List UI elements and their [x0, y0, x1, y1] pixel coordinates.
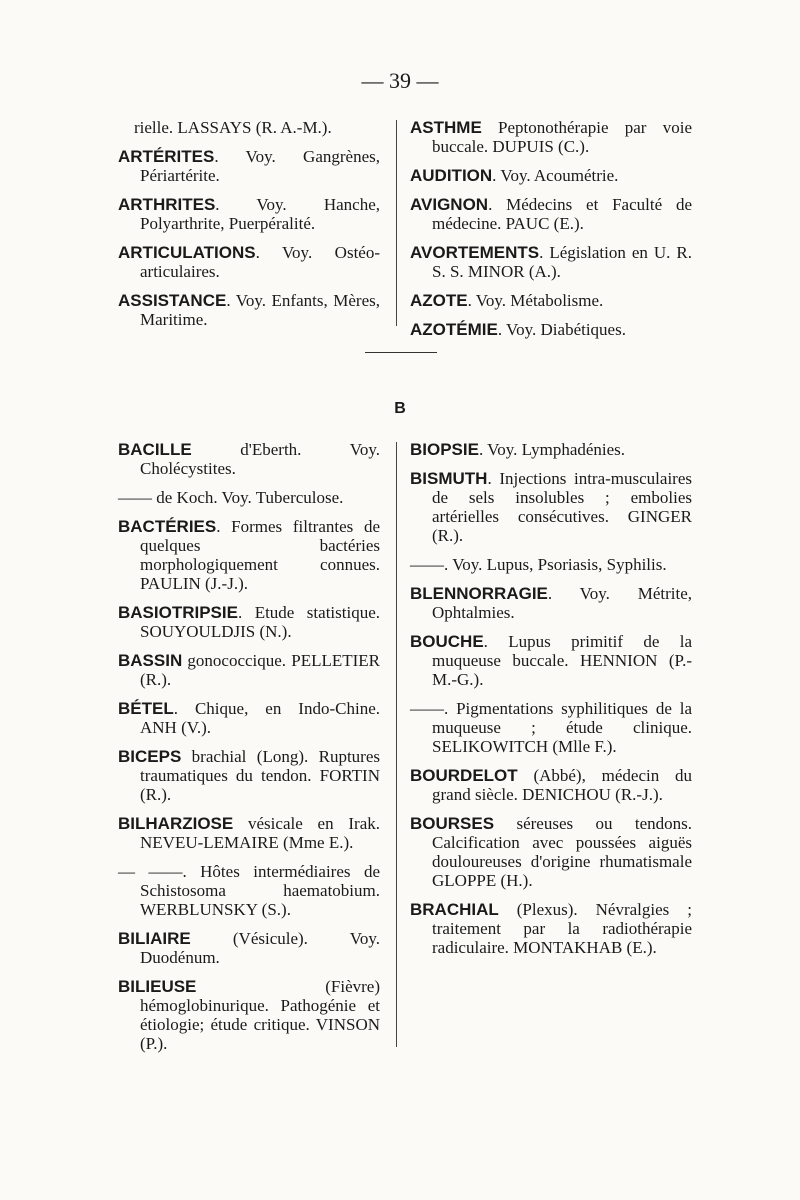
index-entry: BACTÉRIES. Formes filtrantes de quelques bactéries morphologiquement connues. PAULIN (J.-J.).: [118, 517, 380, 593]
column-left: [118, 440, 380, 1063]
column-divider: [396, 442, 397, 1047]
index-entry: BOUCHE. Lupus primitif de la muqueuse buccale. HENNION (P.-M.-G.).: [410, 632, 692, 689]
index-entry: BRACHIAL (Plexus). Névralgies ; traitement par la radiothérapie radiculaire. MONTAKHAB (E.).: [410, 900, 692, 957]
index-entry: AZOTÉMIE. Voy. Diabétiques.: [410, 320, 626, 339]
column-right: [410, 440, 692, 967]
column-divider: [396, 120, 397, 326]
index-entry: — ——. Hôtes intermédiaires de Schistosoma haematobium. WERBLUNSKY (S.).: [118, 862, 380, 919]
index-entry: AZOTE. Voy. Métabolisme.: [410, 291, 604, 310]
index-entry: BILIAIRE (Vésicule). Voy. Duodénum.: [118, 929, 380, 967]
section-letter: B: [394, 400, 406, 417]
index-entry: BISMUTH. Injections intra-musculaires de sels insolubles ; embolies artérielles consécutives. GINGER (R.).: [410, 469, 692, 545]
index-entry: BASIOTRIPSIE. Etude statistique. SOUYOULDJIS (N.).: [118, 603, 380, 641]
index-entry: ASSISTANCE. Voy. Enfants, Mères, Maritime.: [118, 291, 380, 329]
index-entry: BIOPSIE. Voy. Lymphadénies.: [410, 440, 626, 459]
index-entry: BÉTEL. Chique, en Indo-Chine. ANH (V.).: [118, 699, 380, 737]
index-entry: BOURSES séreuses ou tendons. Calcification avec poussées aiguës douloureuses d'origine rhumatismale GLOPPE (H.).: [410, 814, 692, 890]
column-right: [410, 118, 692, 349]
index-entry: BOURDELOT (Abbé), médecin du grand siècle. DENICHOU (R.-J.).: [410, 766, 692, 804]
index-entry: AVORTEMENTS. Législation en U. R. S. S. MINOR (A.).: [410, 243, 692, 281]
index-entry: BICEPS brachial (Long). Ruptures traumatiques du tendon. FORTIN (R.).: [118, 747, 380, 804]
section-b: [118, 440, 692, 1060]
section-divider: [365, 352, 437, 353]
index-entry: AVIGNON. Médecins et Faculté de médecine. PAUC (E.).: [410, 195, 692, 233]
index-entry: ASTHME Peptonothérapie par voie buccale. DUPUIS (C.).: [410, 118, 692, 156]
index-entry: rielle. LASSAYS (R. A.-M.).: [134, 118, 332, 137]
index-entry: ARTICULATIONS. Voy. Ostéo-articulaires.: [118, 243, 380, 281]
index-entry: ——. Pigmentations syphilitiques de la muqueuse ; étude clinique. SELIKOWITCH (Mlle F.).: [410, 699, 692, 756]
index-entry: BILHARZIOSE vésicale en Irak. NEVEU-LEMAIRE (Mme E.).: [118, 814, 380, 852]
index-entry: ARTÉRITES. Voy. Gangrènes, Périartérite.: [118, 147, 380, 185]
index-entry: —— de Koch. Voy. Tuberculose.: [118, 488, 344, 507]
index-entry: BACILLE d'Eberth. Voy. Cholécystites.: [118, 440, 380, 478]
index-entry: AUDITION. Voy. Acoumétrie.: [410, 166, 619, 185]
page-number: — 39 —: [361, 68, 439, 93]
index-entry: ARTHRITES. Voy. Hanche, Polyarthrite, Puerpéralité.: [118, 195, 380, 233]
index-entry: ——. Voy. Lupus, Psoriasis, Syphilis.: [410, 555, 667, 574]
section-a: [118, 118, 692, 339]
index-entry: BASSIN gonococcique. PELLETIER (R.).: [118, 651, 380, 689]
index-entry: BILIEUSE (Fièvre) hémoglobinurique. Pathogénie et étiologie; étude critique. VINSON (P.).: [118, 977, 380, 1053]
column-left: [118, 118, 380, 339]
index-entry: BLENNORRAGIE. Voy. Métrite, Ophtalmies.: [410, 584, 692, 622]
